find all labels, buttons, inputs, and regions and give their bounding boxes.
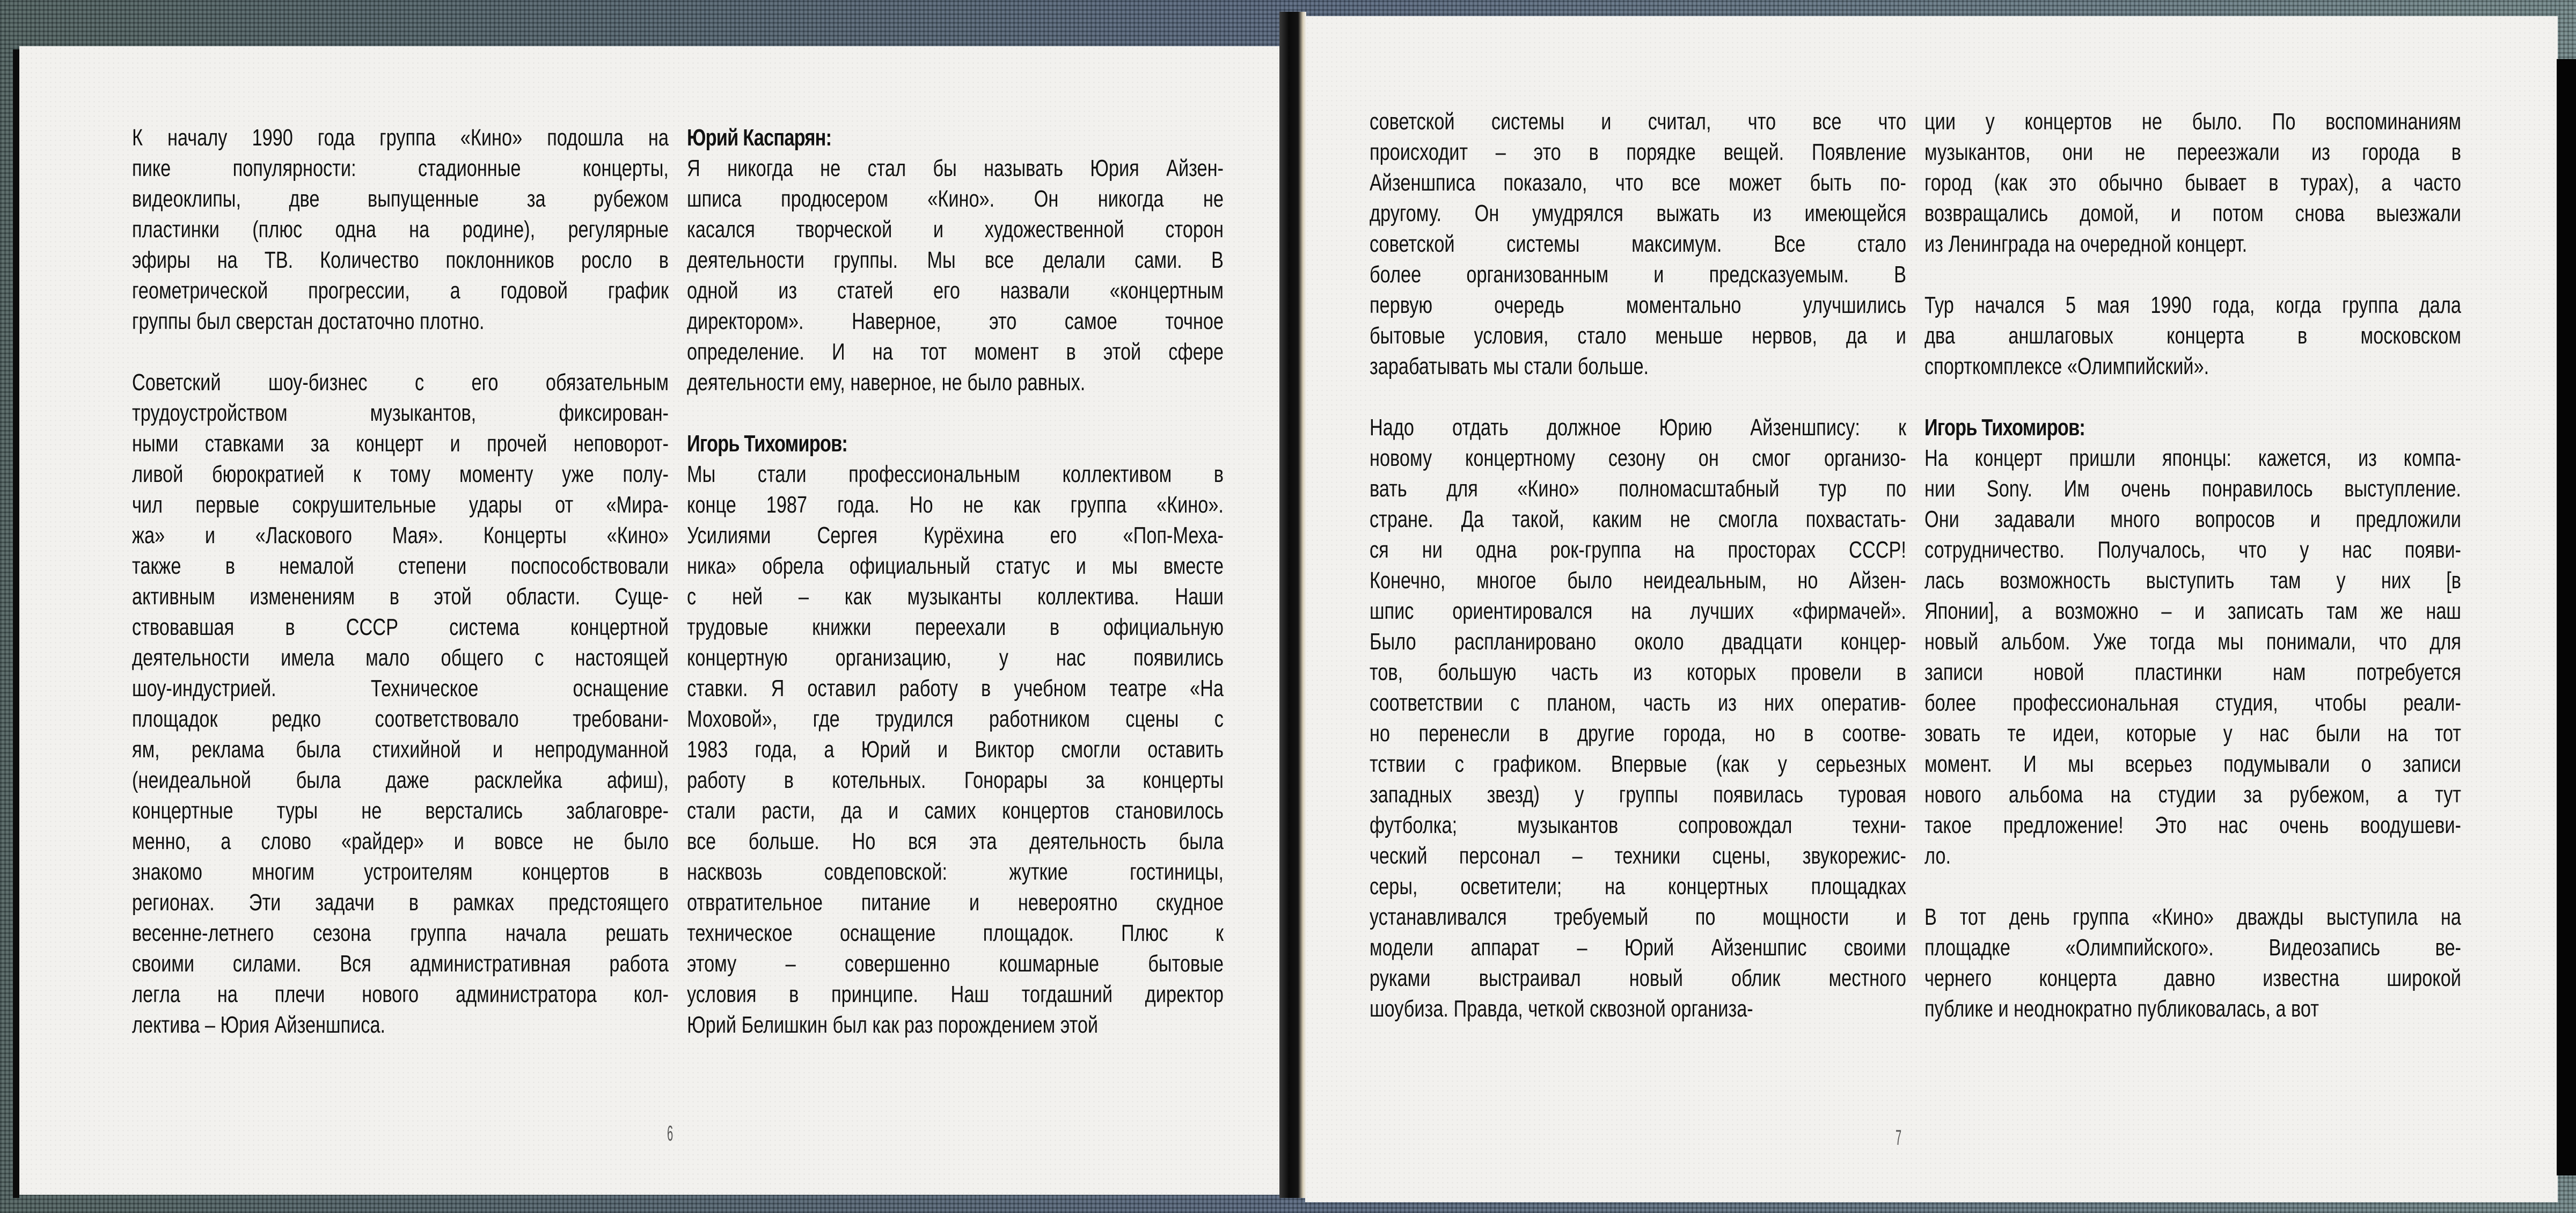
text-line: трудовые книжки переехали в официальную (687, 614, 1224, 640)
text-line: тов, большую часть из которых провели в (1370, 659, 1906, 685)
text-line: видеоклипы, две выпущенные за рубежом (132, 186, 669, 212)
text-line: Усилиями Сергея Курёхина его «Поп-Меха- (687, 522, 1224, 549)
text-line: шоубиза. Правда, четкой сквозной организа- (1370, 996, 1753, 1022)
text-line: концертную организацию, у нас появились (687, 645, 1224, 671)
text-line: ника» обрела официальный статус и мы вместе (687, 553, 1224, 579)
text-line: Советский шоу-бизнес с его обязательным (132, 369, 669, 396)
text-line: момент. И мы всерьез подумывали о записи (1924, 751, 2461, 777)
text-line: лась возможность выступить там у них [в (1924, 567, 2461, 594)
text-line: ям, реклама была стихийной и непродуманной (132, 736, 669, 763)
text-line: активным изменениям в этой области. Суще- (132, 583, 669, 610)
text-line: шоу-индустрией. Техническое оснащение (132, 675, 669, 702)
right-page-column-1 (1370, 106, 1906, 1055)
text-line: Мы стали профессиональным коллективом в (687, 461, 1224, 487)
text-line: ло. (1924, 843, 1951, 869)
text-line: ся ни одна рок-группа на просторах СССР! (1370, 537, 1906, 563)
left-page-column-1 (132, 122, 669, 1071)
text-line: новому концертному сезону он смог организо- (1370, 445, 1906, 471)
text-line: серы, осветители; на концертных площадках (1370, 873, 1906, 900)
left-page-column-2 (687, 122, 1224, 1071)
text-line: новый альбом. Уже тогда мы понимали, что для (1924, 629, 2461, 655)
page-number-left: 6 (667, 1122, 674, 1145)
text-line: Тур начался 5 мая 1990 года, когда группа дала (1924, 292, 2461, 318)
text-line: директором». Наверное, это самое точное (687, 308, 1224, 334)
text-line: этому – совершенно кошмарные бытовые (687, 951, 1224, 977)
text-line: стране. Да такой, каким не смогла похвастать- (1370, 506, 1906, 532)
text-line: На концерт пришли японцы: кажется, из компа- (1924, 445, 2461, 471)
text-line: ствовавшая в СССР система концертной (132, 614, 669, 640)
text-line: отвратительное питание и невероятно скудное (687, 889, 1224, 916)
column-text (687, 122, 1224, 1040)
text-line: руками выстраивал новый облик местного (1370, 965, 1906, 991)
text-line: зовать те идеи, которые у нас были на тот (1924, 720, 2461, 747)
paragraph (132, 367, 669, 1040)
paragraph (1370, 412, 1906, 1024)
text-line: В тот день группа «Кино» дважды выступила на (1924, 904, 2461, 930)
text-line: ческий персонал – техники сцены, звукорежис- (1370, 843, 1906, 869)
column-text (1924, 106, 2461, 1024)
text-line: ливой бюрократией к тому моменту уже полу- (132, 461, 669, 487)
text-line: устанавливался требуемый по мощности и (1370, 904, 1906, 930)
text-line: спорткомплексе «Олимпийский». (1924, 353, 2209, 379)
text-line: одной из статей его назвали «концертным (687, 277, 1224, 304)
text-line: два аншлаговых концерта в московском (1924, 323, 2461, 349)
speaker-name: Игорь Тихомиров: (1924, 414, 2085, 441)
book-edge-left (13, 49, 19, 1198)
text-line: касался творческой и художественной сторон (687, 216, 1224, 243)
text-line: Конечно, многое было неидеальным, но Айзен- (1370, 567, 1906, 594)
text-line: Они задавали много вопросов и предложили (1924, 506, 2461, 532)
speaker-name: Игорь Тихомиров: (687, 430, 848, 457)
text-line: пластинки (плюс одна на родине), регулярные (132, 216, 669, 243)
text-line: тствии с графиком. Впервые (как у серьезных (1370, 751, 1906, 777)
text-line: Японии], а возможно – и записать там же наш (1924, 598, 2461, 624)
quote-paragraph (687, 122, 1224, 398)
quote-paragraph (687, 428, 1224, 1040)
text-line: модели аппарат – Юрий Айзеншпис своими (1370, 934, 1906, 961)
text-line: знакомо многим устроителям концертов в (132, 859, 669, 885)
text-line: ции у концертов не было. По воспоминаниям (1924, 108, 2461, 135)
text-line: деятельности ему, наверное, не было равных. (687, 369, 1086, 396)
column-text (132, 122, 669, 1040)
text-line: деятельности группы. Мы все делали сами. В (687, 247, 1224, 273)
text-line: возвращались домой, и потом снова выезжали (1924, 200, 2461, 226)
text-line: музыкантов, они не переезжали из города в (1924, 139, 2461, 165)
text-line: бытовые условия, стало меньше нервов, да и (1370, 323, 1906, 349)
text-line: нии Sony. Им очень понравилось выступление. (1924, 476, 2461, 502)
text-line: такое предложение! Это нас очень воодушеви- (1924, 812, 2461, 838)
text-line: также в немалой степени поспособствовали (132, 553, 669, 579)
text-line: советской системы и считал, что все что (1370, 108, 1906, 135)
text-line: жа» и «Ласкового Мая». Концерты «Кино» (132, 522, 669, 549)
text-line: ставки. Я оставил работу в учебном театре «На (687, 675, 1224, 702)
text-line: 1983 года, а Юрий и Виктор смогли оставить (687, 736, 1224, 763)
text-line: своими силами. Вся административная работа (132, 951, 669, 977)
text-line: первую очередь моментально улучшились (1370, 292, 1906, 318)
paragraph (132, 122, 669, 337)
text-line: (неидеальной была даже расклейка афиш), (132, 767, 669, 793)
text-line: нового альбома на студии за рубежом, а тут (1924, 781, 2461, 808)
text-line: записи новой пластинки нам потребуется (1924, 659, 2461, 685)
column-text (1370, 106, 1906, 1024)
text-line: конце 1987 года. Но не как группа «Кино». (687, 492, 1224, 518)
text-line: весенне-летнего сезона группа начала решать (132, 920, 669, 946)
text-line: ными ставками за концерт и прочей неповорот- (132, 430, 669, 457)
text-line: Айзеншписа показало, что все может быть по- (1370, 170, 1906, 196)
text-line: происходит – это в порядке вещей. Появление (1370, 139, 1906, 165)
text-line: шписа продюсером «Кино». Он никогда не (687, 186, 1224, 212)
page-number-right: 7 (1896, 1126, 1902, 1150)
text-line: деятельности имела мало общего с настоящей (132, 645, 669, 671)
text-line: регионах. Эти задачи в рамках предстоящего (132, 889, 669, 916)
text-line: вать для «Кино» полномасштабный тур по (1370, 476, 1906, 502)
text-line: соответствии с планом, часть из них оператив- (1370, 690, 1906, 716)
text-line: сотрудничество. Получалось, что у нас появи- (1924, 537, 2461, 563)
text-line: эфиры на ТВ. Количество поклонников росло в (132, 247, 669, 273)
text-line: лектива – Юрия Айзеншписа. (132, 1012, 386, 1038)
text-line: чернего концерта давно известна широкой (1924, 965, 2461, 991)
text-line: город (как это обычно бывает в турах), а часто (1924, 170, 2461, 196)
text-line: работу в котельных. Гонорары за концерты (687, 767, 1224, 793)
text-line: но перенесли в другие города, но в соотве- (1370, 720, 1906, 747)
speaker-name: Юрий Каспарян: (687, 125, 832, 151)
text-line: публике и неоднократно публиковалась, а вот (1924, 996, 2319, 1022)
text-line: зарабатывать мы стали больше. (1370, 353, 1649, 379)
paragraph (1370, 106, 1906, 382)
paragraph (1924, 290, 2461, 382)
text-line: Было распланировано около двадцати концер- (1370, 629, 1906, 655)
right-page-column-2 (1924, 106, 2461, 1055)
book-edge-right (2557, 59, 2576, 1175)
text-line: насквозь совдеповской: жуткие гостиницы, (687, 859, 1224, 885)
text-line: стали расти, да и самих концертов становилось (687, 798, 1224, 824)
text-line: трудоустройством музыкантов, фиксирован- (132, 400, 669, 426)
text-line: более организованным и предсказуемым. В (1370, 261, 1906, 288)
text-line: концертные туры не верстались заблаговре- (132, 798, 669, 824)
text-line: площадке «Олимпийского». Видеозапись ве- (1924, 934, 2461, 961)
paragraph (1924, 902, 2461, 1024)
text-line: группы был сверстан достаточно плотно. (132, 308, 485, 334)
text-line: западных звезд) у группы появилась туровая (1370, 781, 1906, 808)
text-line: все больше. Но вся эта деятельность была (687, 828, 1224, 854)
text-line: футболка; музыкантов сопровождал техни- (1370, 812, 1906, 838)
text-line: менно, а слово «райдер» и вовсе не было (132, 828, 669, 854)
text-line: условия в принципе. Наш тогдашний директор (687, 981, 1224, 1007)
text-line: геометрической прогрессии, а годовой график (132, 277, 669, 304)
text-line: Я никогда не стал бы называть Юрия Айзен- (687, 155, 1224, 181)
text-line: из Ленинграда на очередной концерт. (1924, 231, 2248, 257)
text-line: К началу 1990 года группа «Кино» подошла на (132, 125, 669, 151)
text-line: Надо отдать должное Юрию Айзеншпису: к (1370, 414, 1906, 441)
book-spine (1279, 12, 1306, 1198)
quote-paragraph (1924, 412, 2461, 871)
text-line: советской системы максимум. Все стало (1370, 231, 1906, 257)
text-line: более профессиональная студия, чтобы реали- (1924, 690, 2461, 716)
text-line: определение. И на тот момент в этой сфере (687, 339, 1224, 365)
text-line: Юрий Белишкин был как раз порождением этой (687, 1012, 1099, 1038)
text-line: техническое оснащение площадок. Плюс к (687, 920, 1224, 946)
text-line: Моховой», где трудился работником сцены с (687, 706, 1224, 732)
text-line: площадок редко соответствовало требовани- (132, 706, 669, 732)
text-line: шпис ориентировался на лучших «фирмачей». (1370, 598, 1906, 624)
text-line: другому. Он умудрялся выжать из имеющейся (1370, 200, 1906, 226)
text-line: чил первые сокрушительные удары от «Мира- (132, 492, 669, 518)
paragraph (1924, 106, 2461, 259)
text-line: легла на плечи нового администратора кол- (132, 981, 669, 1007)
text-line: с ней – как музыканты коллектива. Наши (687, 583, 1224, 610)
text-line: пике популярности: стадионные концерты, (132, 155, 669, 181)
